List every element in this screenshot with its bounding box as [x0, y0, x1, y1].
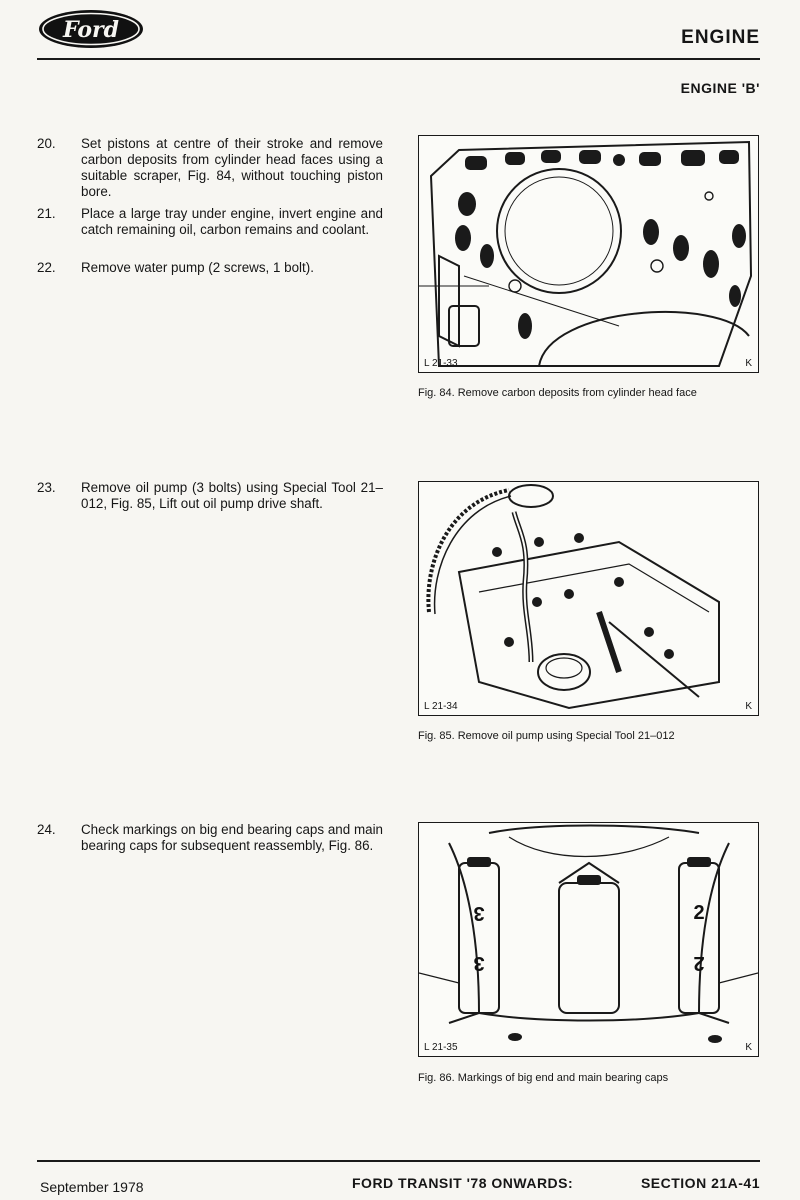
- figure-86: [418, 822, 759, 1057]
- step-20: [37, 136, 383, 200]
- svg-text:Ford: Ford: [62, 17, 120, 43]
- figure-corner-mark: K: [745, 358, 752, 369]
- ford-logo: [37, 8, 145, 50]
- figure-84-caption: Fig. 84. Remove carbon deposits from cylinder head face: [418, 387, 697, 399]
- engine-subtitle: ENGINE 'B': [680, 80, 760, 96]
- cap-marking-3-main: 3: [473, 952, 485, 974]
- figure-ref: L 21-34: [424, 701, 458, 712]
- step-22: [37, 260, 383, 276]
- step-text: Check markings on big end bearing caps and main bearing caps for subsequent reassembly, Fig. 86.: [81, 822, 383, 853]
- header-rule: [37, 58, 760, 60]
- step-number: 21.: [37, 206, 56, 221]
- step-24: [37, 822, 383, 854]
- step-text: Remove oil pump (3 bolts) using Special Tool 21–012, Fig. 85, Lift out oil pump drive shaft.: [81, 480, 383, 511]
- figure-ref: L 21-33: [424, 358, 458, 369]
- cap-marking-2-big-end: 2: [693, 902, 705, 924]
- footer-section: SECTION 21A-41: [640, 1175, 760, 1191]
- footer-date: September 1978: [40, 1179, 144, 1195]
- step-text: Remove water pump (2 screws, 1 bolt).: [81, 260, 314, 275]
- figure-corner-mark: K: [745, 1042, 752, 1053]
- figure-84: [418, 135, 759, 373]
- figure-ref: L 21-35: [424, 1042, 458, 1053]
- oil-pump-removal-illustration: [419, 482, 758, 715]
- footer-publication: FORD TRANSIT '78 ONWARDS:: [352, 1175, 574, 1191]
- cap-marking-2-main: 2: [693, 952, 705, 974]
- section-title: ENGINE: [681, 27, 760, 48]
- step-number: 20.: [37, 136, 56, 151]
- step-number: 23.: [37, 480, 56, 495]
- figure-85-caption: Fig. 85. Remove oil pump using Special Tool 21–012: [418, 730, 675, 742]
- figure-85: [418, 481, 759, 716]
- step-21: [37, 206, 383, 238]
- step-23: [37, 480, 383, 512]
- bearing-cap-markings-illustration: [419, 823, 758, 1056]
- cap-marking-3-big-end: 3: [473, 902, 485, 924]
- footer-rule: [37, 1160, 760, 1162]
- step-number: 22.: [37, 260, 56, 275]
- step-text: Set pistons at centre of their stroke and remove carbon deposits from cylinder head faces using a suitable scraper, Fig. 84, without touching piston bore.: [81, 136, 383, 199]
- figure-corner-mark: K: [745, 701, 752, 712]
- step-number: 24.: [37, 822, 56, 837]
- cylinder-head-face-illustration: [419, 136, 758, 372]
- figure-86-caption: Fig. 86. Markings of big end and main bearing caps: [418, 1072, 669, 1084]
- step-text: Place a large tray under engine, invert engine and catch remaining oil, carbon remains and coolant.: [81, 206, 383, 237]
